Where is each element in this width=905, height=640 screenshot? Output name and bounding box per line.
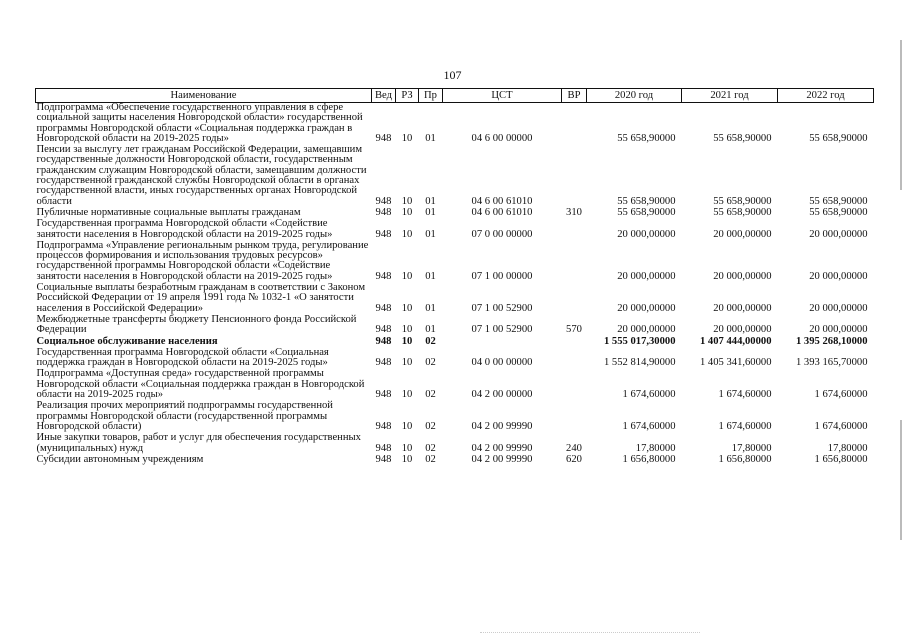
cell-2020: 55 658,90000 (617, 132, 676, 144)
cell-name: Реализация прочих мероприятий подпрограммы государственной программы Новгородской области (государственной программы Новгородской области) (36, 400, 333, 432)
cell-pr: 01 (425, 195, 436, 207)
cell-vr (562, 369, 587, 401)
cell-pr: 01 (425, 132, 436, 144)
cell-2021: 55 658,90000 (713, 206, 772, 218)
cell-name: Иные закупки товаров, работ и услуг для обеспечения государственных (муниципальных) нужд (36, 432, 361, 454)
cell-cst: 04 2 00 99990 (471, 420, 533, 432)
cell-2020: 55 658,90000 (617, 206, 676, 218)
table-row (36, 369, 874, 401)
cell-cst: 04 2 00 00000 (471, 389, 533, 401)
cell-vr (562, 103, 587, 146)
cell-ved: 948 (375, 302, 392, 314)
cell-2022: 1 656,80000 (814, 453, 868, 465)
cell-vr (562, 283, 587, 315)
cell-2021: 20 000,00000 (713, 228, 772, 240)
cell-2022: 1 674,60000 (814, 389, 868, 401)
cell-name: Государственная программа Новгородской области «Содействие занятости населения в Новгородской области на 2019-2025 годы» (36, 218, 333, 240)
cell-rz: 10 (401, 389, 413, 401)
cell-ved: 948 (375, 335, 392, 347)
cell-cst: 07 1 00 52900 (471, 302, 533, 314)
cell-cst: 04 6 00 00000 (471, 132, 533, 144)
cell-2022: 17,80000 (827, 442, 868, 454)
table-header-row (36, 89, 874, 103)
cell-rz: 10 (401, 453, 413, 465)
cell-pr: 02 (425, 442, 436, 454)
cell-vr (562, 401, 587, 433)
cell-name: Подпрограмма «Управление региональным рынком труда, регулирование процессов формирования и использования трудовых ресурсов» государственной программы Новгородской области «Содействие занятости населения в Новгородской области на 2019-2025 годы» (36, 239, 369, 282)
cell-rz: 10 (401, 420, 413, 432)
cell-2022: 20 000,00000 (809, 302, 868, 314)
cell-2020: 17,80000 (635, 442, 676, 454)
cell-2020: 1 674,60000 (622, 389, 676, 401)
cell-rz: 10 (401, 442, 413, 454)
cell-rz: 10 (401, 206, 413, 218)
cell-vr (562, 241, 587, 283)
cell-ved: 948 (375, 442, 392, 454)
cell-pr: 02 (425, 420, 436, 432)
cell-vr (562, 348, 587, 370)
cell-pr: 01 (425, 206, 436, 218)
cell-vr (562, 337, 587, 348)
header-2021: 2021 год (682, 89, 778, 103)
table-row (36, 219, 874, 241)
header-vr: ВР (562, 89, 587, 103)
cell-name: Подпрограмма «Доступная среда» государственной программы Новгородской области «Социальная поддержка граждан в Новгородской области на 2019-2025 годы» (36, 368, 365, 401)
table-row (36, 401, 874, 433)
cell-2021: 55 658,90000 (713, 132, 772, 144)
cell-2022: 55 658,90000 (809, 132, 868, 144)
cell-2020: 20 000,00000 (617, 270, 676, 282)
cell-2020: 1 674,60000 (622, 420, 676, 432)
cell-cst: 07 0 00 00000 (471, 228, 533, 240)
cell-2020: 20 000,00000 (617, 228, 676, 240)
cell-pr: 02 (425, 389, 436, 401)
cell-ved: 948 (375, 270, 392, 282)
cell-vr: 310 (566, 206, 582, 218)
cell-2020: 1 656,80000 (622, 453, 676, 465)
cell-name: Межбюджетные трансферты бюджету Пенсионного фонда Российской Федерации (36, 313, 357, 336)
cell-name: Подпрограмма «Обеспечение государственного управления в сфере социальной защиты населения Новгородской области» государственной программы Новгородской области «Социальная поддержка граждан в Новгородской области на 2019-2025 годы» (36, 102, 363, 144)
cell-2021: 1 656,80000 (718, 453, 772, 465)
table-row (36, 433, 874, 455)
cell-rz: 10 (401, 228, 413, 240)
cell-pr: 01 (425, 270, 436, 282)
cell-pr: 01 (425, 324, 436, 336)
cell-2022: 55 658,90000 (809, 206, 868, 218)
cell-vr: 620 (566, 453, 582, 465)
header-ved: Вед (372, 89, 396, 103)
cell-ved: 948 (375, 324, 392, 336)
cell-2021: 55 658,90000 (713, 195, 772, 207)
cell-ved: 948 (375, 453, 392, 465)
table-row (36, 315, 874, 337)
cell-name: Социальные выплаты безработным гражданам в соответствии с Законом Российской Федерации от 19 апреля 1991 года № 1032-1 «О занятости населения в Российской Федерации» (36, 282, 366, 314)
cell-cst: 07 1 00 00000 (471, 270, 533, 282)
cell-ved: 948 (375, 228, 392, 240)
cell-vr (562, 219, 587, 241)
cell-cst: 04 6 00 61010 (471, 206, 533, 218)
table-row (36, 455, 874, 466)
page-number: 107 (443, 68, 462, 82)
header-rz: РЗ (396, 89, 419, 103)
cell-vr (562, 145, 587, 208)
cell-rz: 10 (401, 324, 413, 336)
cell-2022: 1 674,60000 (814, 420, 868, 432)
cell-2022: 20 000,00000 (809, 228, 868, 240)
cell-cst (443, 337, 562, 348)
cell-name: Публичные нормативные социальные выплаты гражданам (36, 206, 301, 218)
cell-rz: 10 (401, 270, 413, 282)
cell-ved: 948 (375, 206, 392, 218)
cell-ved: 948 (375, 389, 392, 401)
cell-pr: 01 (425, 302, 436, 314)
cell-2021: 17,80000 (731, 442, 772, 454)
cell-vr: 240 (566, 442, 582, 454)
cell-2021: 1 407 444,00000 (699, 335, 772, 347)
cell-cst: 04 2 00 99990 (471, 453, 533, 465)
table-row (36, 241, 874, 283)
cell-rz: 10 (401, 302, 413, 314)
cell-rz: 10 (401, 195, 413, 207)
cell-rz: 10 (401, 132, 413, 144)
cell-pr: 01 (425, 228, 436, 240)
budget-table (35, 88, 874, 466)
cell-2021: 20 000,00000 (713, 270, 772, 282)
table-row (36, 348, 874, 370)
cell-ved: 948 (375, 132, 392, 144)
cell-cst: 04 6 00 61010 (471, 195, 533, 207)
cell-2021: 20 000,00000 (713, 324, 772, 336)
cell-vr: 570 (566, 324, 582, 336)
table-row (36, 103, 874, 146)
cell-ved: 948 (375, 357, 392, 369)
cell-2021: 1 674,60000 (718, 420, 772, 432)
header-pr: Пр (419, 89, 443, 103)
cell-2020: 1 555 017,30000 (603, 335, 676, 347)
cell-2020: 20 000,00000 (617, 324, 676, 336)
scan-artifact (480, 632, 700, 634)
table-body (36, 103, 874, 467)
cell-pr: 02 (425, 357, 436, 369)
scan-edge-mark (900, 420, 902, 540)
cell-2022: 20 000,00000 (809, 324, 868, 336)
cell-ved: 948 (375, 195, 392, 207)
table-row (36, 145, 874, 208)
cell-name: Социальное обслуживание населения (36, 335, 218, 347)
budget-table-container (35, 88, 873, 466)
cell-name: Государственная программа Новгородской области «Социальная поддержка граждан в Новгородской области на 2019-2025 годы» (36, 346, 329, 369)
header-name: Наименование (36, 89, 372, 103)
cell-rz: 10 (401, 357, 413, 369)
header-cst: ЦСТ (443, 89, 562, 103)
cell-name: Субсидии автономным учреждениям (36, 453, 204, 465)
cell-cst: 07 1 00 52900 (471, 324, 533, 336)
cell-rz: 10 (401, 335, 413, 347)
cell-cst: 04 2 00 99990 (471, 442, 533, 454)
cell-2020: 55 658,90000 (617, 195, 676, 207)
header-2022: 2022 год (778, 89, 874, 103)
cell-pr: 02 (425, 453, 436, 465)
cell-cst: 04 0 00 00000 (471, 357, 533, 369)
cell-name: Пенсии за выслугу лет гражданам Российской Федерации, замещавшим государственные должности Новгородской области, государственным гражданским служащим Новгородской области, замещавшим должности государственной гражданской службы Новгородской области в органах государственной власти, иных государственных органах Новгородской области (36, 144, 367, 207)
cell-2022: 1 395 268,10000 (795, 335, 868, 347)
cell-2022: 20 000,00000 (809, 270, 868, 282)
table-row (36, 283, 874, 315)
cell-ved: 948 (375, 420, 392, 432)
cell-2022: 55 658,90000 (809, 195, 868, 207)
header-2020: 2020 год (587, 89, 682, 103)
cell-2021: 20 000,00000 (713, 302, 772, 314)
cell-2021: 1 405 341,60000 (699, 357, 772, 369)
cell-2022: 1 393 165,70000 (795, 357, 868, 369)
cell-2020: 1 552 814,90000 (603, 357, 676, 369)
cell-pr: 02 (425, 335, 436, 347)
scan-edge-mark (900, 40, 902, 190)
cell-2020: 20 000,00000 (617, 302, 676, 314)
cell-2021: 1 674,60000 (718, 389, 772, 401)
